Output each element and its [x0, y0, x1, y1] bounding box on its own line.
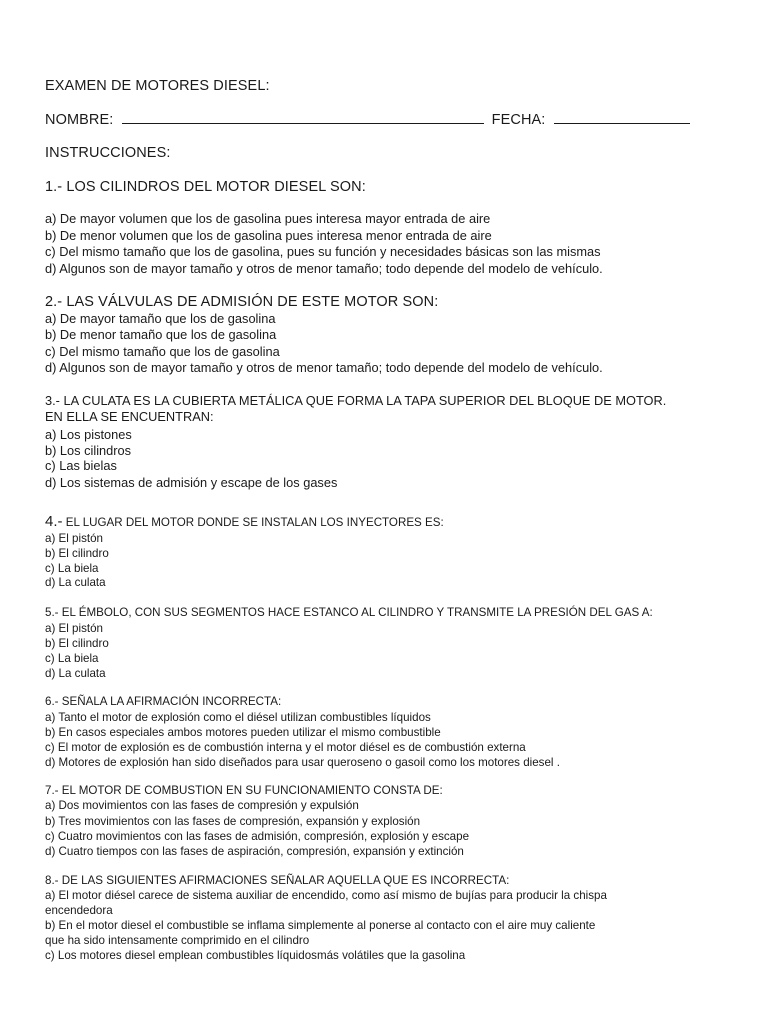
q1-option-b: b) De menor volumen que los de gasolina pues interesa menor entrada de aire	[45, 228, 492, 243]
question-6: 6.- SEÑALA LA AFIRMACIÓN INCORRECTA:	[45, 695, 282, 708]
question-3-line-1: 3.- LA CULATA ES LA CUBIERTA METÁLICA QUE FORMA LA TAPA SUPERIOR DEL BLOQUE DE MOTOR.	[45, 393, 667, 408]
q2-option-b: b) De menor tamaño que los de gasolina	[45, 327, 277, 342]
q6-option-c: c) El motor de explosión es de combustión interna y el motor diésel es de combustión externa	[45, 741, 526, 754]
name-date-row	[45, 111, 690, 128]
exam-title: EXAMEN DE MOTORES DIESEL:	[45, 78, 270, 94]
date-label: FECHA:	[491, 112, 546, 128]
question-2: 2.- LAS VÁLVULAS DE ADMISIÓN DE ESTE MOTOR SON:	[45, 294, 439, 310]
q3-option-b: b) Los cilindros	[45, 443, 132, 458]
q2-option-d: d) Algunos son de mayor tamaño y otros de menor tamaño; todo depende del modelo de vehículo.	[45, 360, 603, 375]
q3-option-a: a) Los pistones	[45, 427, 132, 442]
q7-option-c: c) Cuatro movimientos con las fases de admisión, compresión, explosión y escape	[45, 830, 470, 843]
q4-option-b: b) El cilindro	[45, 547, 109, 560]
question-7: 7.- EL MOTOR DE COMBUSTION EN SU FUNCIONAMIENTO CONSTA DE:	[45, 784, 443, 797]
q4-option-a: a) El pistón	[45, 532, 103, 545]
question-4-text: EL LUGAR DEL MOTOR DONDE SE INSTALAN LOS INYECTORES ES:	[62, 516, 444, 529]
q5-option-d: d) La culata	[45, 667, 106, 680]
q6-option-a: a) Tanto el motor de explosión como el diésel utilizan combustibles líquidos	[45, 711, 431, 724]
q8-option-b: b) En el motor diesel el combustible se inflama simplemente al ponerse al contacto con el aire muy caliente	[45, 919, 596, 932]
q4-option-d: d) La culata	[45, 576, 106, 589]
q8-option-b-continued: que ha sido intensamente comprimido en el cilindro	[45, 934, 310, 947]
instructions-heading: INSTRUCCIONES:	[45, 145, 171, 161]
q7-option-d: d) Cuatro tiempos con las fases de aspiración, compresión, expansión y extinción	[45, 845, 464, 858]
q7-option-b: b) Tres movimientos con las fases de compresión, expansión y explosión	[45, 815, 421, 828]
q8-option-a-continued: encendedora	[45, 904, 113, 917]
q2-option-a: a) De mayor tamaño que los de gasolina	[45, 311, 276, 326]
name-label: NOMBRE:	[45, 112, 114, 128]
name-blank-line[interactable]	[122, 111, 484, 124]
q1-option-a: a) De mayor volumen que los de gasolina pues interesa mayor entrada de aire	[45, 211, 491, 226]
q4-option-c: c) La biela	[45, 562, 99, 575]
q3-option-d: d) Los sistemas de admisión y escape de los gases	[45, 475, 338, 490]
question-4-number: 4.-	[45, 513, 63, 530]
q1-option-c: c) Del mismo tamaño que los de gasolina, pues su función y necesidades básicas son las mismas	[45, 244, 601, 259]
question-8: 8.- DE LAS SIGUIENTES AFIRMACIONES SEÑALAR AQUELLA QUE ES INCORRECTA:	[45, 874, 510, 887]
q2-option-c: c) Del mismo tamaño que los de gasolina	[45, 344, 280, 359]
q5-option-b: b) El cilindro	[45, 637, 109, 650]
q3-option-c: c) Las bielas	[45, 458, 117, 473]
q6-option-b: b) En casos especiales ambos motores pueden utilizar el mismo combustible	[45, 726, 441, 739]
q5-option-a: a) El pistón	[45, 622, 103, 635]
q6-option-d: d) Motores de explosión han sido diseñados para usar queroseno o gasoil como los motores diesel .	[45, 756, 560, 769]
question-4	[45, 513, 444, 530]
q7-option-a: a) Dos movimientos con las fases de compresión y expulsión	[45, 799, 359, 812]
q5-option-c: c) La biela	[45, 652, 99, 665]
question-5: 5.- EL ÉMBOLO, CON SUS SEGMENTOS HACE ESTANCO AL CILINDRO Y TRANSMITE LA PRESIÓN DEL GAS A:	[45, 606, 653, 619]
q8-option-c: c) Los motores diesel emplean combustibles líquidosmás volátiles que la gasolina	[45, 949, 466, 962]
q1-option-d: d) Algunos son de mayor tamaño y otros de menor tamaño; todo depende del modelo de vehículo.	[45, 261, 603, 276]
question-3-line-2: EN ELLA SE ENCUENTRAN:	[45, 409, 214, 424]
q8-option-a: a) El motor diésel carece de sistema auxiliar de encendido, como así mismo de bujías para producir la chispa	[45, 889, 607, 902]
date-blank-line[interactable]	[554, 111, 690, 124]
question-1: 1.- LOS CILINDROS DEL MOTOR DIESEL SON:	[45, 179, 366, 195]
